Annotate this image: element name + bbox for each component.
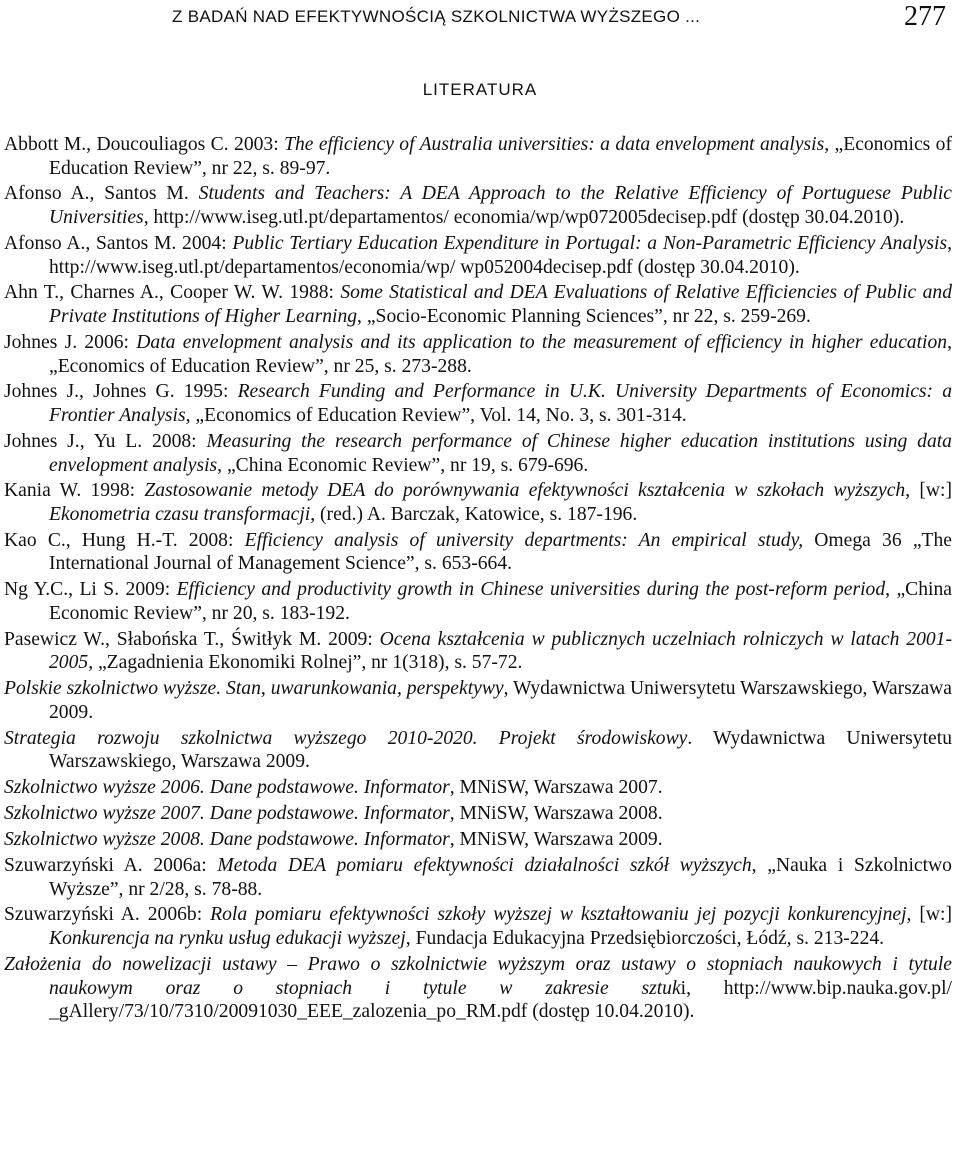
reference-title: Some Statistical and DEA Evaluations of Relative Efficiencies of Public and Private Institutions of Higher Learning (49, 282, 952, 328)
reference-item (4, 854, 952, 901)
reference-author: Johnes J. 2006: (4, 331, 137, 353)
reference-details: , „Economics of Education Review”, Vol. 14, No. 3, s. 301-314. (185, 405, 687, 427)
reference-author: Kania W. 1998: (4, 480, 145, 502)
reference-author: Ng Y.C., Li S. 2009: (4, 579, 177, 601)
reference-details: , MNiSW, Warszawa 2009. (449, 829, 663, 851)
reference-title: Metoda DEA pomiaru efektywności działalności szkół wyższych (217, 854, 752, 876)
reference-title: Rola pomiaru efektywności szkoły wyższej w kształtowaniu jej pozycji konkurencyjnej (210, 904, 907, 926)
reference-details: , MNiSW, Warszawa 2008. (449, 803, 663, 825)
reference-author: Kao C., Hung H.-T. 2008: (4, 529, 245, 551)
reference-item (4, 529, 952, 576)
reference-details: , http://www.iseg.utl.pt/departamentos/economia/wp/ wp052004decisep.pdf (dostęp 30.04.2010). (49, 232, 952, 278)
reference-title: Ocena kształcenia w publicznych uczelniach rolniczych w latach 2001-2005 (49, 628, 952, 674)
reference-title: Students and Teachers: A DEA Approach to the Relative Efficiency of Portuguese Public Universities (49, 183, 952, 229)
reference-item (4, 182, 952, 229)
reference-author: Szuwarzyński A. 2006a: (4, 854, 218, 876)
reference-details: , „Economics of Education Review”, nr 25, s. 273-288. (49, 331, 952, 377)
reference-item (4, 903, 952, 950)
section-heading: LITERATURA (422, 80, 538, 99)
reference-title: Efficiency analysis of university departments: An empirical study, (244, 529, 804, 551)
reference-item (4, 727, 952, 774)
reference-details: , „Socio-Economic Planning Sciences”, nr 22, s. 259-269. (357, 306, 811, 328)
reference-title: Szkolnictwo wyższe 2007. Dane podstawowe. Informator (4, 803, 450, 825)
reference-details: , Fundacja Edukacyjna Przedsiębiorczości, Łódź, s. 213-224. (405, 928, 885, 950)
reference-book-title: Ekonometria czasu transformacji (49, 503, 311, 525)
reference-details: , MNiSW, Warszawa 2007. (449, 777, 663, 799)
reference-item (4, 953, 952, 1024)
reference-connector: , [w:] (905, 480, 952, 502)
reference-item (4, 802, 952, 826)
reference-author: Johnes J., Yu L. 2008: (4, 430, 207, 452)
reference-item (4, 578, 952, 625)
reference-item (4, 677, 952, 724)
reference-author: Afonso A., Santos M. (4, 183, 199, 205)
reference-author: Afonso A., Santos M. 2004: (4, 232, 233, 254)
page-header (0, 0, 960, 40)
reference-details: . Wydawnictwa Uniwersytetu Warszawskiego, Warszawa 2009. (49, 727, 952, 773)
reference-item (4, 479, 952, 526)
reference-details: , (red.) A. Barczak, Katowice, s. 187-196. (310, 503, 638, 525)
page-number: 277 (904, 1, 946, 32)
reference-title: Measuring the research performance of Chinese higher education institutions using data envelopment analysis (49, 430, 952, 476)
reference-item (4, 430, 952, 477)
reference-details: , „Economics of Education Review”, nr 22, s. 89-97. (49, 134, 953, 179)
reference-item (4, 331, 952, 378)
reference-title: Polskie szkolnictwo wyższe. Stan, uwarunkowania, perspektywy (4, 678, 504, 700)
reference-details: , http://www.iseg.utl.pt/departamentos/ economia/wp/wp072005decisep.pdf (dostęp 30.04.2010). (143, 207, 905, 229)
reference-title: Strategia rozwoju szkolnictwa wyższego 2010-2020. Projekt środowiskowy (4, 727, 688, 749)
running-title: Z BADAŃ NAD EFEKTYWNOŚCIĄ SZKOLNICTWA WYŻSZEGO ... (172, 7, 701, 26)
reference-details: , „Zagadnienia Ekonomiki Rolnej”, nr 1(318), s. 57-72. (88, 652, 523, 674)
reference-details: , „China Economic Review”, nr 19, s. 679-696. (217, 454, 589, 476)
reference-details: , „China Economic Review”, nr 20, s. 183-192. (49, 579, 952, 624)
reference-details: i, http://www.bip.nauka.gov.pl/ _gAllery/73/10/7310/20091030_EEE_zalozenia_po_RM.pdf (dostęp 10.04.2010). (49, 977, 952, 1023)
reference-item (4, 281, 952, 328)
reference-title: Public Tertiary Education Expenditure in Portugal: a Non-Parametric Efficiency Analysis (232, 232, 948, 254)
reference-details: , Wydawnictwa Uniwersytetu Warszawskiego, Warszawa 2009. (49, 678, 952, 723)
reference-title: Szkolnictwo wyższe 2008. Dane podstawowe. Informator (4, 829, 450, 851)
reference-list (4, 133, 952, 1026)
reference-title: Research Funding and Performance in U.K. University Departments of Economics: a Frontier Analysis (49, 381, 952, 427)
reference-author: Ahn T., Charnes A., Cooper W. W. 1988: (4, 282, 341, 304)
reference-author: Szuwarzyński A. 2006b: (4, 904, 211, 926)
reference-author: Abbott M., Doucouliagos C. 2003: (4, 134, 285, 155)
reference-details: Omega 36 „The International Journal of Management Science”, s. 653-664. (49, 529, 952, 575)
reference-title: Założenia do nowelizacji ustawy – Prawo o szkolnictwie wyższym oraz ustawy o stopniach naukowych i tytule naukowym oraz o stopniach i tytule w zakresie sztuk (4, 953, 952, 999)
reference-title: Data envelopment analysis and its application to the measurement of efficiency in higher education (136, 331, 948, 353)
reference-item (4, 828, 952, 852)
reference-details: , „Nauka i Szkolnictwo Wyższe”, nr 2/28, s. 78-88. (49, 854, 952, 900)
reference-title: Szkolnictwo wyższe 2006. Dane podstawowe. Informator (4, 777, 450, 799)
reference-title: Efficiency and productivity growth in Chinese universities during the post-reform period (176, 579, 886, 601)
reference-book-title: Konkurencja na rynku usług edukacji wyższej (49, 928, 406, 950)
reference-title: Zastosowanie metody DEA do porównywania efektywności kształcenia w szkołach wyższych (144, 480, 906, 502)
reference-author: Pasewicz W., Słabońska T., Świtłyk M. 2009: (4, 628, 380, 650)
reference-item (4, 133, 952, 180)
reference-title: The efficiency of Australia universities: a data envelopment analysis (284, 134, 825, 155)
reference-item (4, 628, 952, 675)
reference-connector: , [w:] (906, 904, 952, 926)
reference-author: Johnes J., Johnes G. 1995: (4, 381, 238, 403)
reference-item (4, 776, 952, 800)
reference-item (4, 380, 952, 427)
reference-item (4, 232, 952, 279)
